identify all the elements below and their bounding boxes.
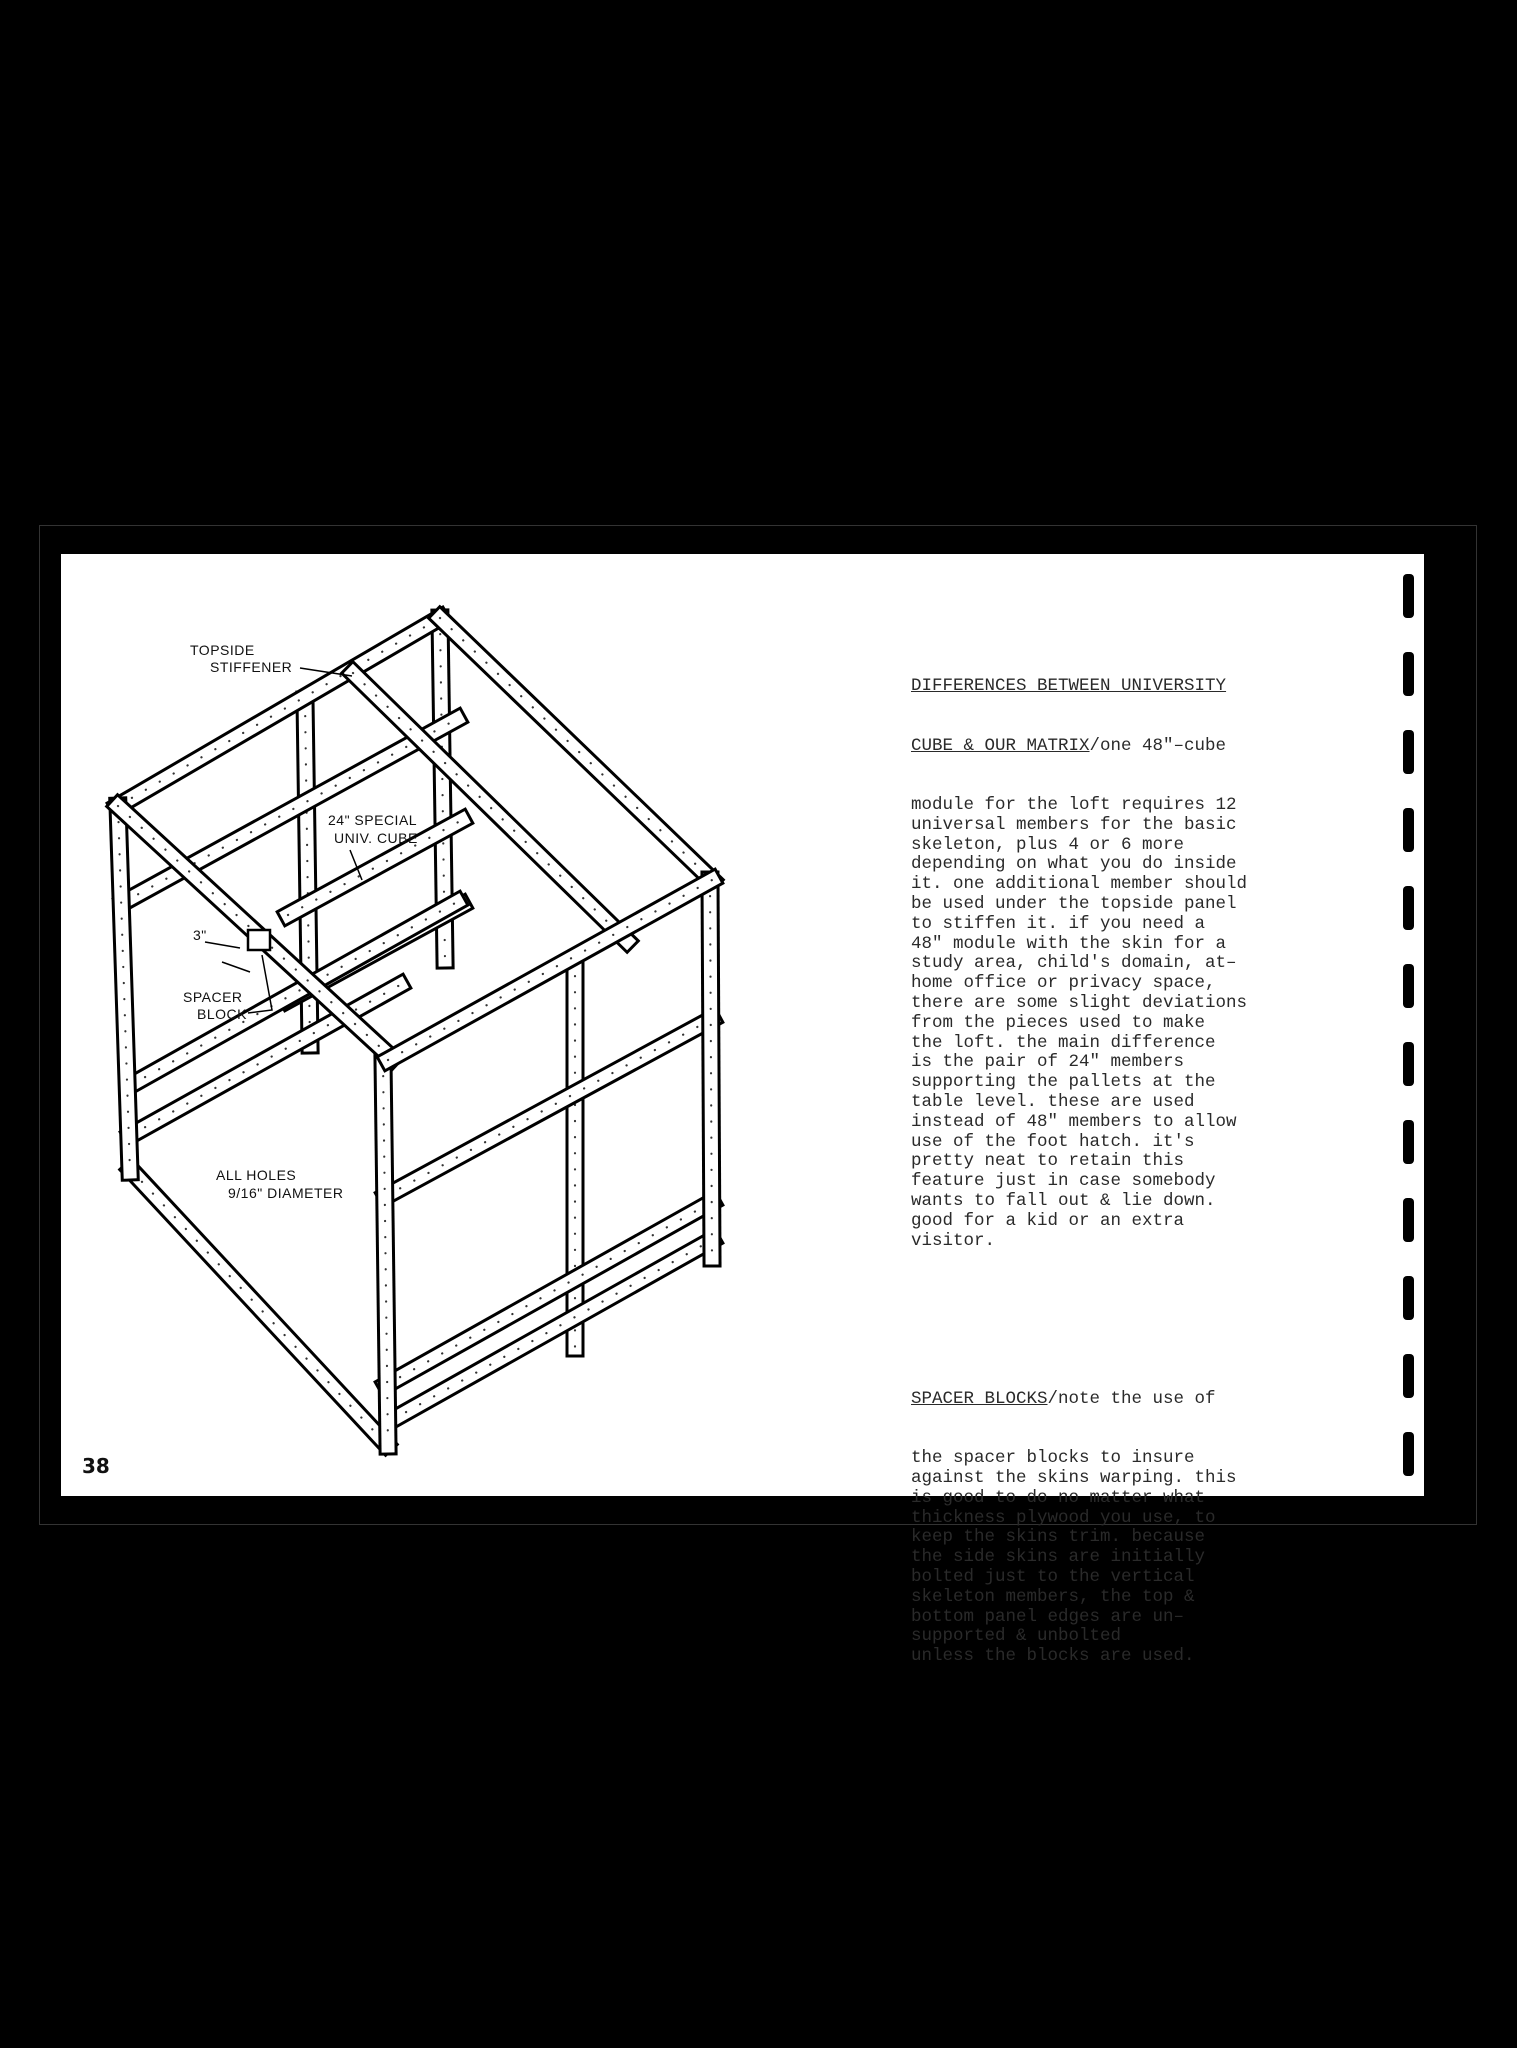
text-line: supporting the pallets at the bbox=[911, 1072, 1216, 1093]
text-line: unless the blocks are used. bbox=[911, 1646, 1195, 1667]
frame-member bbox=[353, 673, 627, 941]
binding-hole bbox=[1403, 1276, 1414, 1320]
binding-hole bbox=[1403, 1198, 1414, 1242]
section-heading: SPACER BLOCKS bbox=[911, 1388, 1048, 1409]
binding-hole bbox=[1403, 1432, 1414, 1476]
paragraph-lead: /note the use of bbox=[1047, 1388, 1216, 1409]
binding-hole bbox=[1403, 574, 1414, 618]
text-line: instead of 48″ members to allow bbox=[911, 1111, 1237, 1132]
text-line: the spacer blocks to insure bbox=[911, 1448, 1195, 1469]
binding-hole bbox=[1403, 808, 1414, 852]
section-heading: CUBE & OUR MATRIX bbox=[911, 735, 1090, 756]
text-line: it. one additional member should bbox=[911, 874, 1248, 895]
paragraph-lead: /one 48″–cube bbox=[1089, 735, 1227, 756]
section-heading: DIFFERENCES BETWEEN UNIVERSITY bbox=[911, 676, 1227, 697]
label-3-inch: 3" bbox=[193, 927, 207, 943]
label-diameter: 9/16" DIAMETER bbox=[228, 1185, 344, 1201]
text-line: be used under the topside panel bbox=[911, 893, 1237, 914]
page-number: 38 bbox=[82, 1454, 110, 1478]
binding-hole bbox=[1403, 1354, 1414, 1398]
text-line: is good to do no matter what bbox=[911, 1487, 1206, 1508]
text-line: study area, child's domain, at– bbox=[911, 953, 1237, 974]
label-all-holes: ALL HOLES bbox=[216, 1167, 297, 1183]
text-line: there are some slight deviations bbox=[911, 992, 1248, 1013]
text-line: the loft. the main difference bbox=[911, 1032, 1216, 1053]
binding-hole bbox=[1403, 1042, 1414, 1086]
label-block: BLOCK bbox=[197, 1006, 247, 1022]
text-line: wants to fall out & lie down. bbox=[911, 1190, 1216, 1211]
dimension-arrow bbox=[205, 942, 240, 948]
text-line: from the pieces used to make bbox=[911, 1012, 1206, 1033]
text-line: the side skins are initially bbox=[911, 1547, 1206, 1568]
text-line: module for the loft requires 12 bbox=[911, 794, 1237, 815]
spacer-block-shape bbox=[248, 930, 270, 950]
binding-hole bbox=[1403, 730, 1414, 774]
text-line: to stiffen it. if you need a bbox=[911, 913, 1206, 934]
frame-member bbox=[386, 1019, 712, 1196]
frame-member bbox=[124, 719, 457, 902]
text-line: visitor. bbox=[911, 1230, 996, 1251]
binding-hole bbox=[1403, 652, 1414, 696]
text-line: good for a kid or an extra bbox=[911, 1210, 1185, 1231]
text-line: is the pair of 24″ members bbox=[911, 1052, 1185, 1073]
frame-member bbox=[392, 1240, 712, 1420]
section-differences bbox=[911, 638, 1247, 1291]
label-univ-cube: UNIV. CUBE bbox=[334, 830, 418, 846]
text-line: feature just in case somebody bbox=[911, 1171, 1216, 1192]
label-24-special: 24" SPECIAL bbox=[328, 812, 418, 828]
frame-member bbox=[386, 1202, 712, 1385]
text-line: against the skins warping. this bbox=[911, 1468, 1237, 1489]
text-line: thickness plywood you use, to bbox=[911, 1507, 1216, 1528]
text-line: bolted just to the vertical bbox=[911, 1567, 1195, 1588]
text-line: keep the skins trim. because bbox=[911, 1527, 1206, 1548]
label-spacer: SPACER bbox=[183, 989, 243, 1005]
text-line: depending on what you do inside bbox=[911, 854, 1237, 875]
text-line: home office or privacy space, bbox=[911, 973, 1216, 994]
text-line: universal members for the basic bbox=[911, 814, 1237, 835]
text-line: skeleton members, the top & bbox=[911, 1586, 1195, 1607]
binding-hole bbox=[1403, 886, 1414, 930]
text-line: table level. these are used bbox=[911, 1091, 1195, 1112]
frame-member bbox=[131, 1170, 386, 1444]
text-line: use of the foot hatch. it's bbox=[911, 1131, 1195, 1152]
frame-member bbox=[710, 880, 712, 1258]
text-line: 48″ module with the skin for a bbox=[911, 933, 1227, 954]
cube-frame-illustration bbox=[61, 554, 821, 1496]
label-topside: TOPSIDE bbox=[190, 642, 255, 658]
section-spacer-blocks bbox=[911, 1350, 1247, 1706]
text-line: pretty neat to retain this bbox=[911, 1151, 1185, 1172]
binding-hole bbox=[1403, 964, 1414, 1008]
dimension-arrow bbox=[222, 962, 250, 972]
label-stiffener: STIFFENER bbox=[210, 659, 293, 675]
text-line: supported & unbolted bbox=[911, 1626, 1122, 1647]
frame-member bbox=[440, 618, 712, 880]
frame-member bbox=[383, 1060, 388, 1446]
text-line: bottom panel edges are un– bbox=[911, 1606, 1185, 1627]
binding-hole bbox=[1403, 1120, 1414, 1164]
frame-member bbox=[118, 806, 130, 1172]
body-text bbox=[911, 598, 1247, 1746]
book-page bbox=[61, 554, 1424, 1667]
text-line: skeleton, plus 4 or 6 more bbox=[911, 834, 1185, 855]
